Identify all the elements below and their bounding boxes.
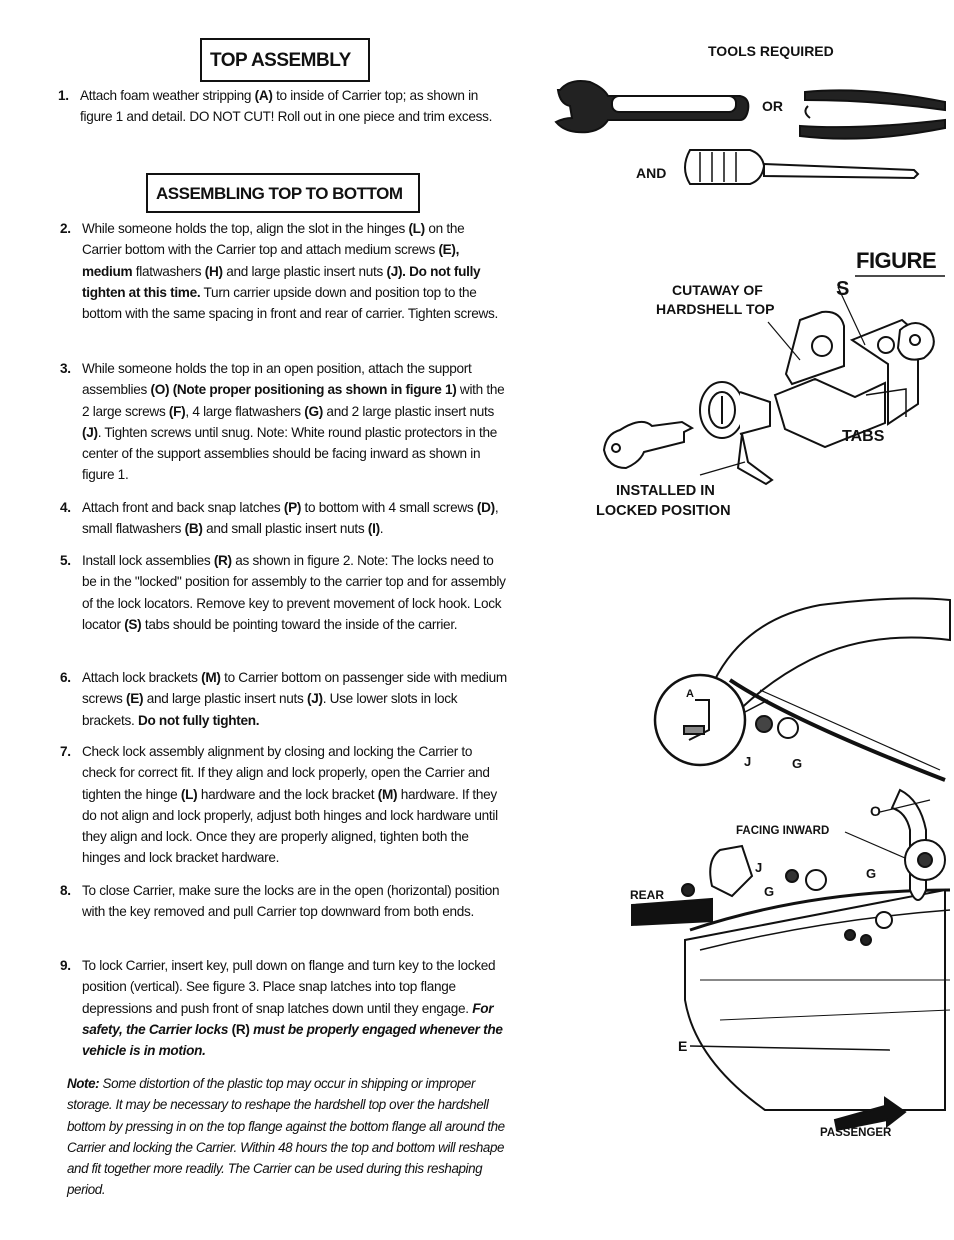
pliers-icon [800,90,945,138]
rear-label: REAR [630,888,665,902]
top-assembly-heading: TOP ASSEMBLY [200,38,370,82]
step-4: 4. Attach front and back snap latches (P) to bottom with 4 small screws (D), small flatwashers (B) and small plastic insert nuts (I). [82,497,507,540]
installed-label-1: INSTALLED IN [616,483,715,499]
cutaway-label-1: CUTAWAY OF [672,282,763,298]
and-label: AND [636,165,667,181]
note-paragraph: Note: Some distortion of the plastic top may occur in shipping or improper storage. It may be necessary to reshape the hardshell top over the hardshell bottom by pressing in on the top flange against the bottom flange all around the Carrier and locking the Carrier. Within 48 hours the top and bottom will reshape and fit together more readily. The Carrier can be used during this reshaping period. [67,1076,505,1198]
step-1: 1. Attach foam weather stripping (A) to inside of Carrier top; as shown in figure 1 and detail. DO NOT CUT! Roll out in one piece and trim excess. [80,85,510,128]
tabs-label: TABS [842,428,885,445]
step-number: 3. [60,361,71,376]
step-6: 6. Attach lock brackets (M) to Carrier bottom on passenger side with medium screws (E) and large plastic insert nuts (J). Use lower slots in lock brackets. Do not fully tighten. [82,667,507,731]
o-label: O [870,803,881,819]
passenger-label: PASSENGER [820,1127,892,1139]
or-label: OR [762,98,783,114]
screwdriver-icon [685,150,918,184]
figure-label: FIGURE [856,248,937,273]
cutaway-label-2: HARDSHELL TOP [656,301,775,317]
step-number: 7. [60,744,71,759]
step-number: 1. [58,88,69,103]
step-9: 9. To lock Carrier, insert key, pull down on flange and turn key to the locked position (vertical). See figure 3. Place snap latches into top flange depressions and push front of snap latches down until they engage. For safety, the Carrier locks (R) must be properly engaged whenever the vehicle is in motion. [82,955,507,1061]
step-5: 5. Install lock assemblies (R) as shown in figure 2. Note: The locks need to be in the "locked" position for assembly to the carrier top and for assembly of the lock locators. Remove key to prevent movement of lock hook. Lock locator (S) tabs should be pointing toward the inside of the carrier. [82,550,507,635]
step-8: 8. To close Carrier, make sure the locks are in the open (horizontal) position with the key removed and pull Carrier top downward from both ends. [82,880,507,923]
j-label-1: J [744,754,752,769]
e-label: E [678,1038,688,1054]
facing-inward-label: FACING INWARD [736,825,830,837]
step-number: 5. [60,553,71,568]
step-number: 2. [60,221,71,236]
step-7: 7. Check lock assembly alignment by closing and locking the Carrier to check for correct fit. If they align and lock properly, open the Carrier and tighten the hinge (L) hardware and the lock bracket (M) hardware. If they do not align and lock properly, adjust both hinges and lock hardware until they align and lock. Once they are properly aligned, tighten both the hinges and lock bracket hardware. [82,741,507,869]
g-label-3: G [866,866,877,881]
step-2: 2. While someone holds the top, align the slot in the hinges (L) on the Carrier bottom with the Carrier top and attach medium screws (E), medium flatwashers (H) and large plastic insert nuts (J). Do not fully tighten at this time. Turn carrier upside down and position top to the bottom with the same spacing in front and rear of carrier. Tighten screws. [82,218,507,324]
step-number: 4. [60,500,71,515]
a-label: A [686,688,694,700]
wrench-icon [556,81,748,132]
j-label-2: J [755,860,763,875]
step-number: 9. [60,958,71,973]
step-3: 3. While someone holds the top in an open position, attach the support assemblies (O) (Note proper positioning as shown in figure 1) with the 2 large screws (F), 4 large flatwashers (G) and 2 large plastic insert nuts (J). Tighten screws until snug. Note: White round plastic protectors in the center of the support assemblies should be facing inward as shown in figure 1. [82,358,507,486]
tools-required-label: TOOLS REQUIRED [708,43,834,59]
s-label: S [836,278,850,300]
assembling-heading: ASSEMBLING TOP TO BOTTOM [146,173,420,213]
step-number: 6. [60,670,71,685]
g-label-2: G [764,884,775,899]
installed-label-2: LOCKED POSITION [596,503,731,519]
step-number: 8. [60,883,71,898]
g-label-1: G [792,756,803,771]
